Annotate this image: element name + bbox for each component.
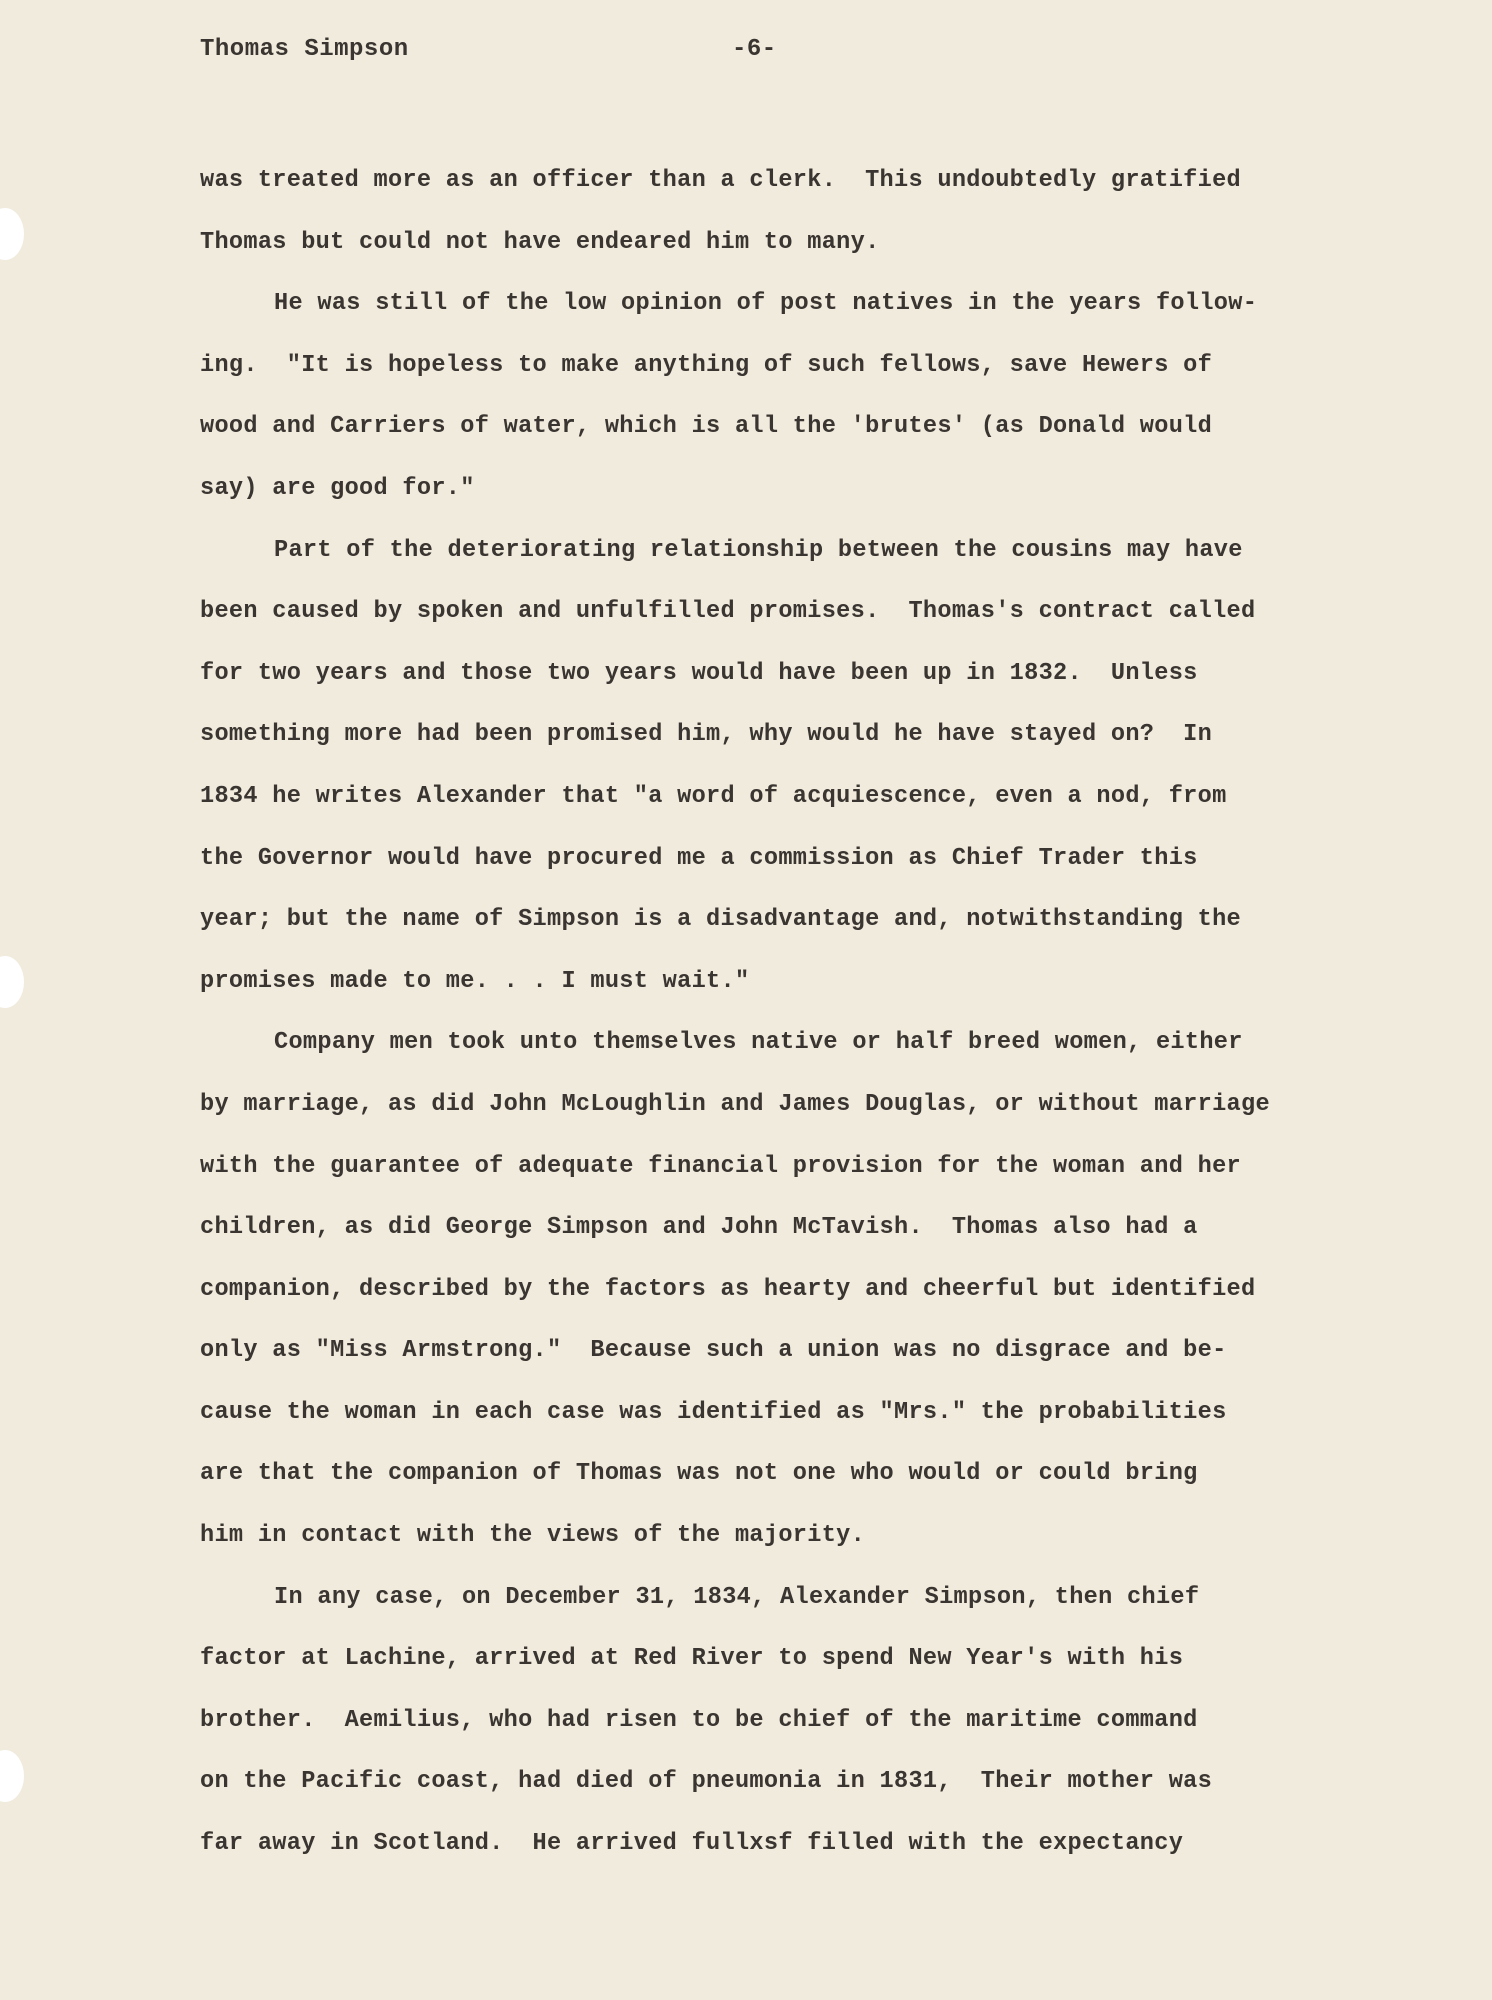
text-line: him in contact with the views of the majority.: [200, 1522, 866, 1550]
text-line: brother. Aemilius, who had risen to be chief of the maritime command: [200, 1706, 1198, 1734]
text-line: wood and Carriers of water, which is all the 'brutes' (as Donald would: [200, 413, 1213, 441]
text-line: ing. "It is hopeless to make anything of such fellows, save Hewers of: [200, 351, 1213, 379]
punch-hole-middle: [0, 956, 24, 1008]
page-number: -6-: [732, 36, 777, 63]
text-line: with the guarantee of adequate financial provision for the woman and her: [200, 1152, 1242, 1180]
text-line: He was still of the low opinion of post natives in the years follow-: [274, 290, 1258, 318]
text-line: children, as did George Simpson and John McTavish. Thomas also had a: [200, 1214, 1198, 1242]
text-line: for two years and those two years would have been up in 1832. Unless: [200, 659, 1198, 687]
text-line: been caused by spoken and unfulfilled promises. Thomas's contract called: [200, 598, 1256, 626]
punch-hole-top: [0, 208, 24, 260]
text-line: on the Pacific coast, had died of pneumonia in 1831, Their mother was: [200, 1768, 1213, 1796]
text-line: Part of the deteriorating relationship between the cousins may have: [274, 536, 1243, 564]
text-line: year; but the name of Simpson is a disadvantage and, notwithstanding the: [200, 906, 1242, 934]
text-line: something more had been promised him, why would he have stayed on? In: [200, 721, 1213, 749]
text-line: cause the woman in each case was identified as "Mrs." the probabilities: [200, 1398, 1227, 1426]
text-line: In any case, on December 31, 1834, Alexander Simpson, then chief: [274, 1583, 1200, 1611]
text-line: only as "Miss Armstrong." Because such a union was no disgrace and be-: [200, 1337, 1227, 1365]
text-line: are that the companion of Thomas was not one who would or could bring: [200, 1460, 1198, 1488]
text-line: Company men took unto themselves native or half breed women, either: [274, 1029, 1243, 1057]
punch-hole-bottom: [0, 1750, 24, 1802]
text-line: by marriage, as did John McLoughlin and James Douglas, or without marriage: [200, 1090, 1270, 1118]
text-line: the Governor would have procured me a commission as Chief Trader this: [200, 844, 1198, 872]
text-line: companion, described by the factors as hearty and cheerful but identified: [200, 1275, 1256, 1303]
page-header: [200, 36, 1300, 66]
header-author: Thomas Simpson: [200, 36, 409, 63]
text-line: was treated more as an officer than a clerk. This undoubtedly gratified: [200, 167, 1242, 194]
text-line: Thomas but could not have endeared him to many.: [200, 228, 880, 256]
text-line: far away in Scotland. He arrived fullxsf filled with the expectancy: [200, 1830, 1184, 1858]
body-text: [200, 150, 1350, 1875]
text-line: say) are good for.": [200, 474, 475, 502]
text-line: 1834 he writes Alexander that "a word of acquiescence, even a nod, from: [200, 782, 1227, 810]
text-line: factor at Lachine, arrived at Red River to spend New Year's with his: [200, 1645, 1184, 1673]
text-line: promises made to me. . . I must wait.": [200, 967, 750, 995]
